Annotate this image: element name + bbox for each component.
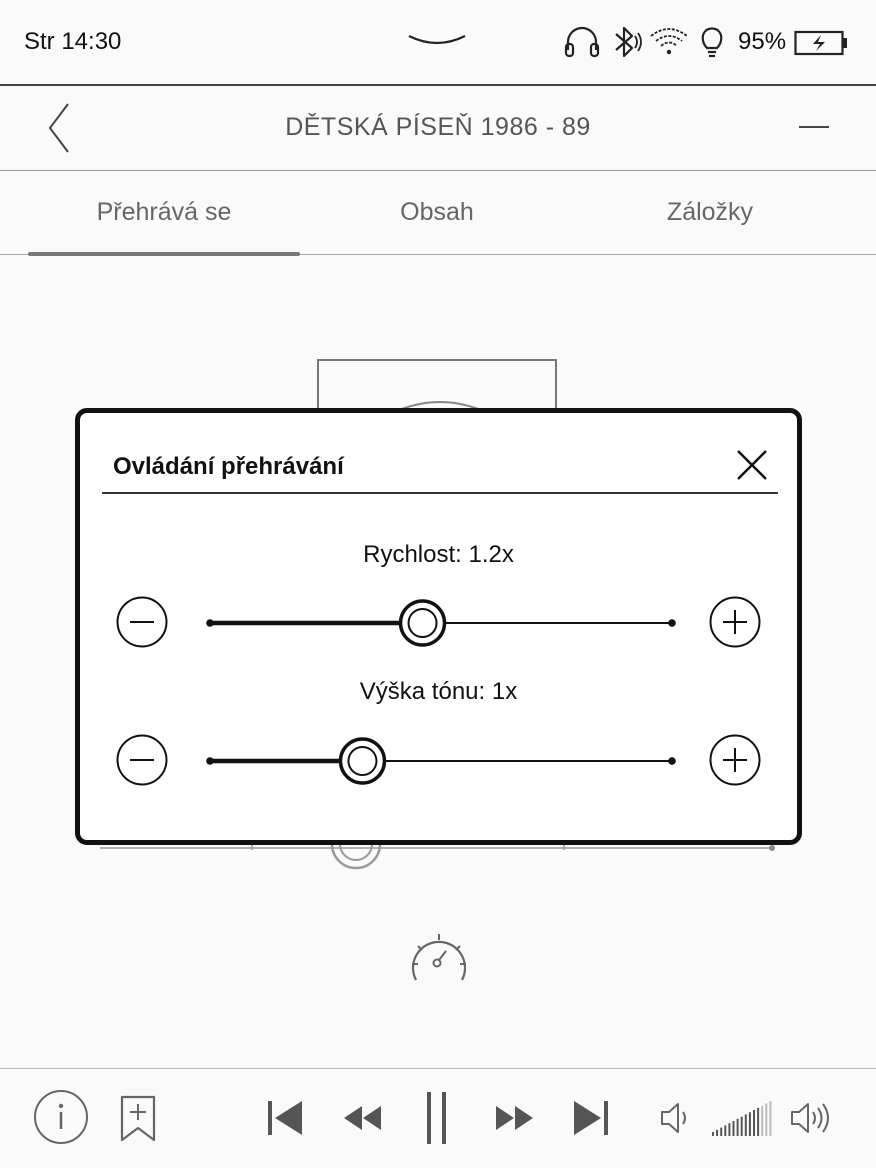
volume-bar — [757, 1108, 759, 1136]
volume-bar — [769, 1101, 771, 1136]
volume-up-icon[interactable] — [788, 1100, 834, 1136]
speedometer-icon[interactable] — [408, 930, 470, 986]
pitch-decrease-button[interactable] — [116, 734, 168, 786]
volume-bar — [724, 1125, 726, 1136]
bottom-bar-divider — [0, 1068, 876, 1069]
wifi-icon — [648, 26, 690, 58]
volume-bar — [712, 1132, 714, 1136]
speed-label: Rychlost: 1.2x — [363, 541, 514, 568]
dialog-title: Ovládání přehrávání — [113, 453, 344, 480]
volume-bar — [728, 1123, 730, 1136]
volume-bar — [749, 1112, 751, 1136]
rewind-icon[interactable] — [342, 1104, 384, 1132]
add-bookmark-icon[interactable] — [118, 1094, 158, 1144]
close-icon[interactable] — [732, 445, 772, 485]
volume-bar — [720, 1128, 722, 1136]
dialog-divider — [102, 492, 778, 494]
fast-forward-icon[interactable] — [494, 1104, 536, 1132]
speed-increase-button[interactable] — [709, 596, 761, 648]
volume-bar — [765, 1103, 767, 1136]
speed-decrease-button[interactable] — [116, 596, 168, 648]
volume-bar — [761, 1106, 763, 1136]
skip-next-icon[interactable] — [570, 1098, 612, 1138]
status-time: Str 14:30 — [24, 28, 122, 55]
bluetooth-icon — [610, 24, 642, 60]
speed-slider[interactable] — [198, 597, 678, 649]
pitch-label: Výška tónu: 1x — [359, 678, 518, 705]
volume-bar — [741, 1117, 743, 1136]
volume-down-icon[interactable] — [658, 1100, 692, 1136]
volume-level-icon[interactable] — [710, 1098, 776, 1140]
minus-icon[interactable] — [796, 117, 832, 137]
page-title: DĚTSKÁ PÍSEŇ 1986 - 89 — [285, 113, 591, 141]
headphones-icon — [563, 24, 601, 60]
pitch-slider[interactable] — [198, 735, 678, 787]
volume-bar — [753, 1110, 755, 1136]
info-icon[interactable] — [32, 1088, 90, 1146]
status-bar-divider — [0, 84, 876, 86]
volume-bar — [737, 1119, 739, 1136]
volume-bar — [745, 1114, 747, 1136]
tab-active-indicator — [28, 252, 300, 256]
pitch-increase-button[interactable] — [709, 734, 761, 786]
tab-bookmarks[interactable]: Záložky — [666, 198, 754, 226]
playback-control-dialog — [75, 408, 802, 845]
battery-percent: 95% — [738, 28, 787, 55]
tab-contents[interactable]: Obsah — [400, 198, 474, 226]
pull-down-icon[interactable] — [405, 28, 469, 50]
volume-bar — [716, 1130, 718, 1136]
volume-bar — [733, 1121, 735, 1136]
lightbulb-icon — [698, 24, 726, 60]
skip-previous-icon[interactable] — [264, 1098, 306, 1138]
tab-now-playing[interactable]: Přehrává se — [96, 198, 232, 226]
header-divider — [0, 170, 876, 171]
battery-charging-icon — [794, 30, 850, 56]
pause-icon[interactable] — [424, 1090, 450, 1146]
